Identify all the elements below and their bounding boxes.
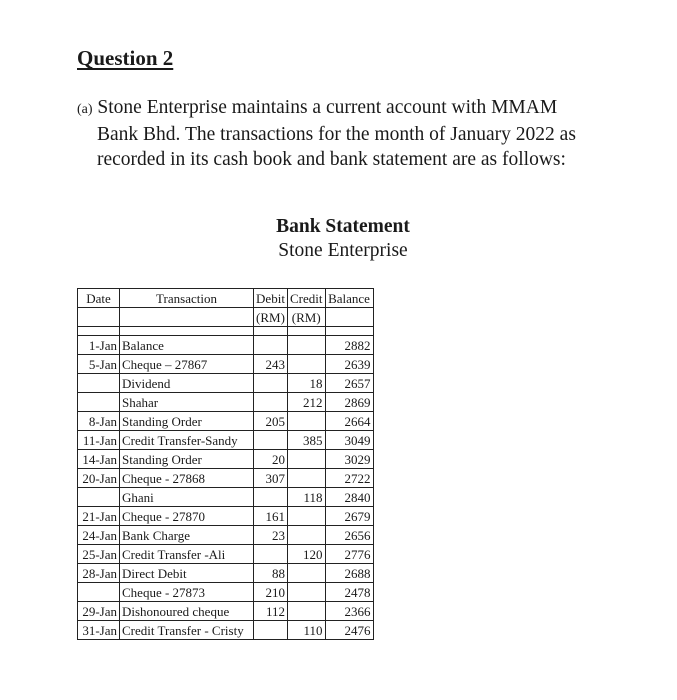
- cell-debit: [254, 545, 288, 564]
- cell-transaction: Shahar: [120, 393, 254, 412]
- table-row: [78, 583, 374, 602]
- cell-date: 24-Jan: [78, 526, 120, 545]
- cell-balance: 2776: [325, 545, 373, 564]
- cell-debit: [254, 393, 288, 412]
- table-row: [78, 545, 374, 564]
- cell-date: 1-Jan: [78, 336, 120, 355]
- cell-balance: 2722: [325, 469, 373, 488]
- cell-transaction: Balance: [120, 336, 254, 355]
- cell-debit: 243: [254, 355, 288, 374]
- table-row: [78, 469, 374, 488]
- question-paragraph: [77, 95, 637, 172]
- cell-debit: 307: [254, 469, 288, 488]
- cell-credit: [288, 412, 326, 431]
- cell-transaction: Credit Transfer -Ali: [120, 545, 254, 564]
- cell-balance: 2840: [325, 488, 373, 507]
- cell-transaction: Cheque - 27868: [120, 469, 254, 488]
- cell-transaction: Standing Order: [120, 450, 254, 469]
- cell-date: 8-Jan: [78, 412, 120, 431]
- paragraph-line: Bank Bhd. The transactions for the month of January 2022 as: [97, 124, 576, 145]
- cell-balance: 2639: [325, 355, 373, 374]
- cell-date: 11-Jan: [78, 431, 120, 450]
- cell-date: 29-Jan: [78, 602, 120, 621]
- cell-credit: 120: [288, 545, 326, 564]
- cell-date: [78, 583, 120, 602]
- cell-transaction: Credit Transfer - Cristy: [120, 621, 254, 640]
- cell-balance: 2478: [325, 583, 373, 602]
- cell-credit: [288, 355, 326, 374]
- cell-debit: [254, 336, 288, 355]
- cell-date: 31-Jan: [78, 621, 120, 640]
- unit-credit: (RM): [288, 308, 326, 327]
- unit-cell-empty: [120, 308, 254, 327]
- table-row: [78, 507, 374, 526]
- unit-cell-empty: [78, 308, 120, 327]
- cell-balance: 2664: [325, 412, 373, 431]
- cell-transaction: Cheque - 27870: [120, 507, 254, 526]
- table-spacer-row: [78, 327, 374, 336]
- cell-credit: 212: [288, 393, 326, 412]
- table-body: [78, 336, 374, 640]
- table-row: [78, 621, 374, 640]
- cell-credit: [288, 450, 326, 469]
- table-row: [78, 412, 374, 431]
- paragraph-line: recorded in its cash book and bank statement are as follows:: [97, 149, 566, 170]
- cell-debit: 205: [254, 412, 288, 431]
- cell-debit: 210: [254, 583, 288, 602]
- statement-title: Bank Statement: [276, 216, 410, 237]
- cell-credit: [288, 564, 326, 583]
- cell-credit: [288, 583, 326, 602]
- cell-transaction: Ghani: [120, 488, 254, 507]
- table-row: [78, 355, 374, 374]
- cell-balance: 2366: [325, 602, 373, 621]
- cell-debit: 88: [254, 564, 288, 583]
- paragraph-line: Stone Enterprise maintains a current account with MMAM: [97, 97, 558, 118]
- cell-balance: 2679: [325, 507, 373, 526]
- cell-debit: [254, 374, 288, 393]
- part-label: (a): [77, 102, 93, 117]
- cell-balance: 2476: [325, 621, 373, 640]
- cell-debit: [254, 488, 288, 507]
- unit-cell-empty: [325, 308, 373, 327]
- table-row: [78, 431, 374, 450]
- cell-credit: [288, 507, 326, 526]
- cell-balance: 2657: [325, 374, 373, 393]
- cell-debit: [254, 621, 288, 640]
- table-header-row: [78, 289, 374, 308]
- cell-balance: 3049: [325, 431, 373, 450]
- cell-credit: 18: [288, 374, 326, 393]
- cell-date: 25-Jan: [78, 545, 120, 564]
- bank-statement-table: [77, 288, 374, 640]
- cell-credit: [288, 602, 326, 621]
- header-date: Date: [78, 289, 120, 308]
- cell-date: 21-Jan: [78, 507, 120, 526]
- question-title: Question 2: [77, 46, 174, 70]
- cell-balance: 3029: [325, 450, 373, 469]
- cell-date: 14-Jan: [78, 450, 120, 469]
- table-row: [78, 488, 374, 507]
- cell-debit: 112: [254, 602, 288, 621]
- cell-transaction: Dividend: [120, 374, 254, 393]
- statement-subtitle: Stone Enterprise: [278, 240, 408, 261]
- cell-balance: 2869: [325, 393, 373, 412]
- cell-transaction: Standing Order: [120, 412, 254, 431]
- cell-credit: [288, 336, 326, 355]
- table-row: [78, 450, 374, 469]
- cell-date: [78, 374, 120, 393]
- cell-date: 5-Jan: [78, 355, 120, 374]
- table-row: [78, 602, 374, 621]
- table-row: [78, 336, 374, 355]
- table-row: [78, 526, 374, 545]
- cell-credit: [288, 526, 326, 545]
- cell-balance: 2656: [325, 526, 373, 545]
- cell-date: [78, 488, 120, 507]
- cell-debit: [254, 431, 288, 450]
- cell-debit: 20: [254, 450, 288, 469]
- cell-credit: [288, 469, 326, 488]
- cell-credit: 110: [288, 621, 326, 640]
- cell-transaction: Cheque - 27873: [120, 583, 254, 602]
- cell-date: 20-Jan: [78, 469, 120, 488]
- header-debit: Debit: [254, 289, 288, 308]
- cell-transaction: Bank Charge: [120, 526, 254, 545]
- unit-debit: (RM): [254, 308, 288, 327]
- cell-date: [78, 393, 120, 412]
- table-row: [78, 374, 374, 393]
- table-row: [78, 564, 374, 583]
- cell-debit: 23: [254, 526, 288, 545]
- cell-transaction: Credit Transfer-Sandy: [120, 431, 254, 450]
- cell-date: 28-Jan: [78, 564, 120, 583]
- cell-balance: 2688: [325, 564, 373, 583]
- cell-credit: 385: [288, 431, 326, 450]
- header-transaction: Transaction: [120, 289, 254, 308]
- table-unit-row: [78, 308, 374, 327]
- cell-transaction: Cheque – 27867: [120, 355, 254, 374]
- cell-balance: 2882: [325, 336, 373, 355]
- table-row: [78, 393, 374, 412]
- cell-transaction: Dishonoured cheque: [120, 602, 254, 621]
- cell-debit: 161: [254, 507, 288, 526]
- header-credit: Credit: [288, 289, 326, 308]
- cell-credit: 118: [288, 488, 326, 507]
- cell-transaction: Direct Debit: [120, 564, 254, 583]
- header-balance: Balance: [325, 289, 373, 308]
